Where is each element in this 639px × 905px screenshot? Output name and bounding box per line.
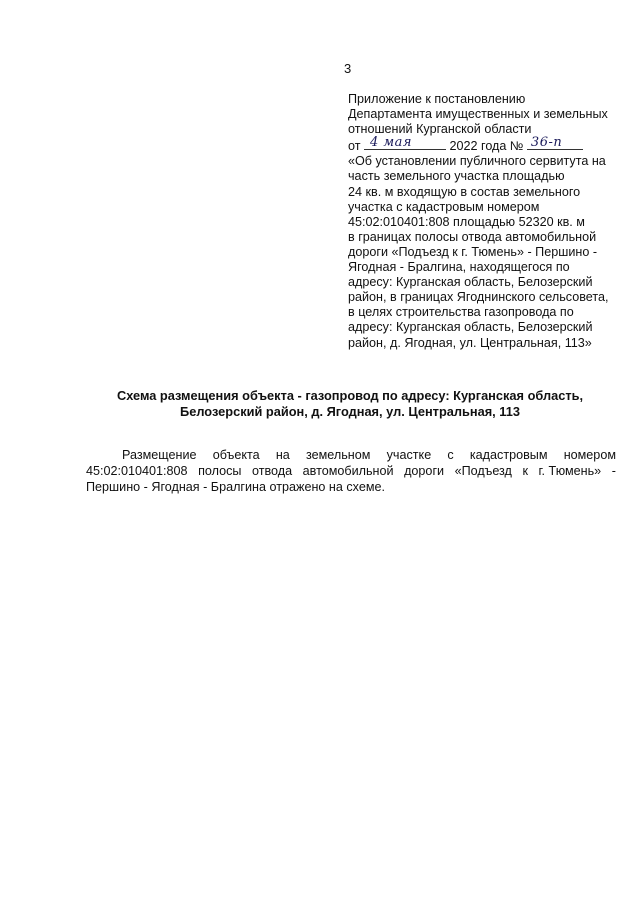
- body-word: объекта: [212, 448, 260, 462]
- appendix-line: Департамента имущественных и земельных: [348, 107, 608, 122]
- page-number: 3: [344, 61, 352, 76]
- body-word: кадастровым: [469, 448, 548, 462]
- number-fill-field: [527, 137, 583, 150]
- appendix-title-line: адресу: Курганская область, Белозерский: [348, 320, 593, 335]
- body-word: земельном: [306, 448, 371, 462]
- appendix-title-line: 45:02:010401:808 площадью 52320 кв. м: [348, 214, 585, 229]
- body-word: к: [522, 464, 528, 478]
- body-word: с: [447, 448, 454, 462]
- body-word: дороги: [404, 464, 445, 478]
- body-word: -: [611, 464, 616, 478]
- appendix-title-line: участка с кадастровым номером: [348, 199, 540, 214]
- handwritten-number: 36-п: [530, 135, 563, 151]
- appendix-title-line: Ягодная - Бралгина, находящегося по: [348, 260, 570, 275]
- handwritten-date: 4 мая: [370, 135, 413, 151]
- body-word: участке: [386, 448, 432, 462]
- date-prefix: от: [348, 139, 361, 154]
- body-word: «Подъезд: [454, 464, 512, 478]
- heading-line-1: Схема размещения объекта - газопровод по адресу: Курганская область,: [116, 388, 584, 403]
- date-year-text: 2022 года №: [449, 139, 524, 154]
- body-paragraph: [86, 447, 616, 495]
- appendix-title-line: адресу: Курганская область, Белозерский: [348, 275, 593, 290]
- appendix-title-line: часть земельного участка площадью: [348, 169, 565, 184]
- body-word: номером: [563, 448, 616, 462]
- appendix-title-line: дороги «Подъезд к г. Тюмень» - Першино -: [348, 244, 598, 259]
- body-word: на: [275, 448, 290, 462]
- appendix-line: Приложение к постановлению: [348, 92, 526, 106]
- appendix-title-line: «Об установлении публичного сервитута на: [348, 154, 606, 169]
- appendix-block: [348, 92, 633, 351]
- appendix-title-line: район, д. Ягодная, ул. Центральная, 113»: [348, 335, 592, 350]
- body-word: г. Тюмень»: [538, 464, 602, 478]
- body-word: Размещение: [122, 448, 197, 462]
- body-line-2: [86, 463, 616, 479]
- body-word: отвода: [252, 464, 293, 478]
- body-line-3: Першино - Ягодная - Бралгина отражено на схеме.: [86, 480, 385, 494]
- appendix-title-line: в целях строительства газопровода по: [348, 305, 574, 320]
- body-word: полосы: [198, 464, 242, 478]
- appendix-line: отношений Курганской области: [348, 122, 532, 137]
- appendix-title-line: в границах полосы отвода автомобильной: [348, 229, 597, 244]
- date-fill-field: [364, 137, 446, 150]
- body-line-1: [86, 447, 616, 463]
- heading-line-2: Белозерский район, д. Ягодная, ул. Центральная, 113: [180, 404, 520, 419]
- body-word: 45:02:010401:808: [86, 464, 188, 478]
- appendix-title-line: 24 кв. м входящую в состав земельного: [348, 184, 581, 199]
- appendix-date-line: [348, 137, 633, 154]
- appendix-title-line: район, в границах Ягоднинского сельсовета,: [348, 290, 609, 305]
- document-heading: [86, 388, 614, 420]
- body-word: автомобильной: [302, 464, 394, 478]
